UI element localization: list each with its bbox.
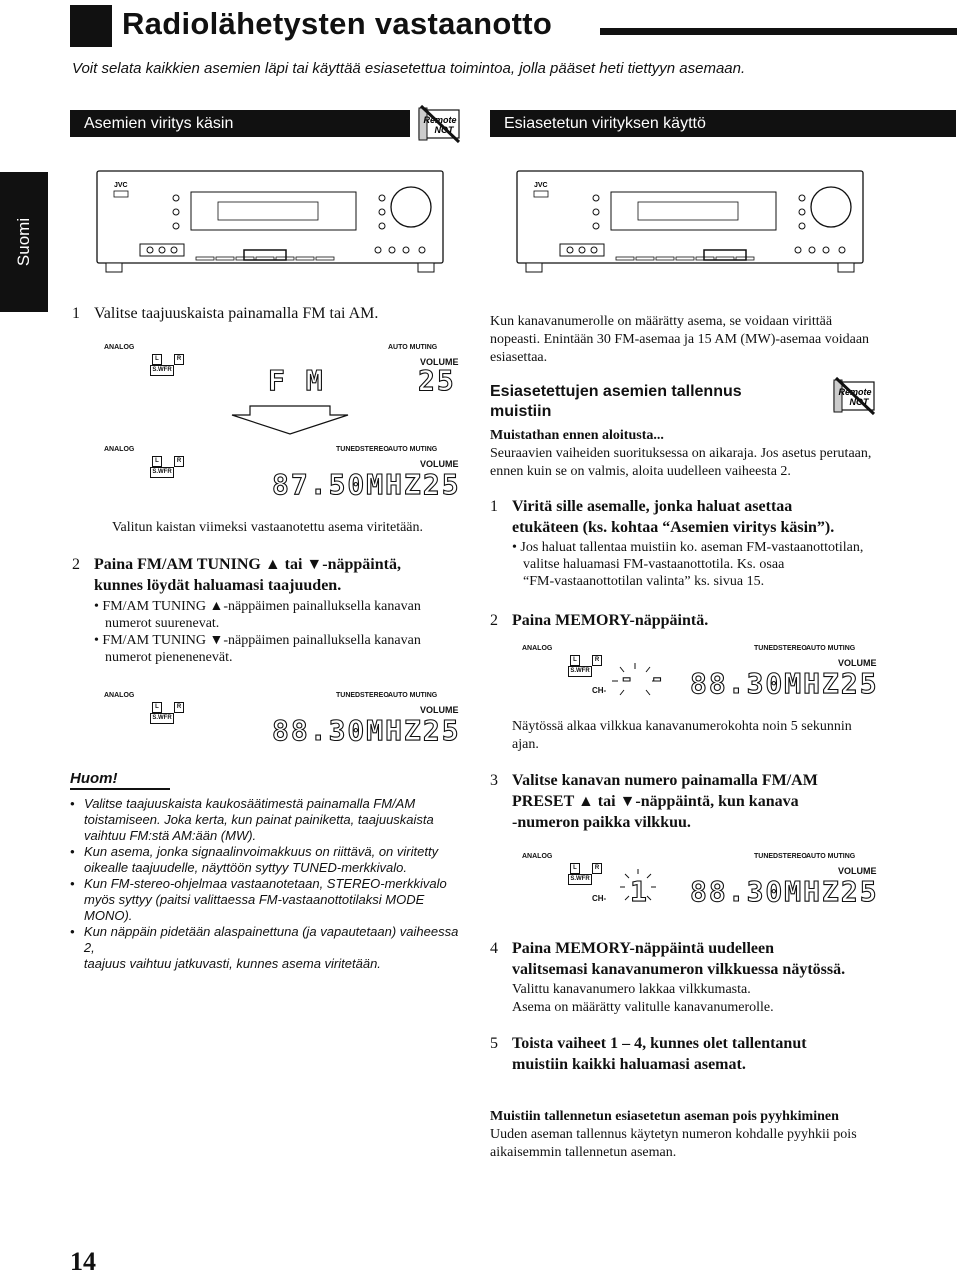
caption-line: Näytössä alkaa vilkkua kanavanumerokohta noin 5 sekunnin — [512, 719, 852, 734]
step-number: 1 — [490, 498, 498, 515]
analog-indicator: ANALOG — [522, 853, 553, 860]
erase-line: aikaisemmin tallennetun aseman. — [490, 1145, 677, 1160]
note-line: vaihtuu FM:stä AM:ään (MW). — [84, 828, 257, 843]
left-step-2-line1: Paina FM/AM TUNING ▲ tai ▼-näppäintä, — [94, 556, 401, 573]
stereo-indicator: STEREO — [360, 446, 389, 453]
right-intro-line: nopeasti. Enintään 30 FM-asemaa ja 15 AM (MW)-asemaa voidaan — [490, 332, 870, 347]
right-step-2-text: Paina MEMORY-näppäintä. — [512, 612, 709, 629]
analog-indicator: ANALOG — [522, 645, 553, 652]
note-item: • Kun FM-stereo-ohjelmaa vastaanotetaan, STEREO-merkkivalo myös syttyy (paitsi valittaessa FM-vastaanottotilaksi MODE MONO). — [70, 876, 447, 923]
receiver-front-panel-left — [96, 170, 444, 278]
left-bullet-down: • FM/AM TUNING ▼-näppäimen painalluksella kanavan numerot pienenenevät. — [94, 633, 421, 665]
receiver-front-panel-right — [516, 170, 864, 278]
channel-readout: 1 — [630, 875, 649, 908]
page-title: Radiolähetysten vastaanotto — [122, 6, 553, 41]
note-line: oikealle taajuudelle, näyttöön syttyy TUNED-merkkivalo. — [84, 860, 407, 875]
language-tab — [0, 172, 48, 312]
tuned-indicator: TUNED — [336, 446, 361, 453]
intro-text: Voit selata kaikkien asemien läpi tai käyttää esiasetettua toimintoa, jolla pääset heti tiettyyn asemaan. — [72, 60, 746, 77]
note-line: MONO). — [84, 908, 133, 923]
right-step-1 — [490, 496, 834, 538]
right-step-4-result — [512, 981, 774, 1017]
display-fm — [104, 340, 462, 402]
section-title-line: Esiasetettujen asemien tallennus — [490, 383, 742, 400]
note-line: myös syttyy (paitsi valittaessa FM-vastaanottotilaksi MODE — [84, 892, 425, 907]
note-item: • Kun asema, jonka signaalinvoimakkuus on riittävä, on viritetty oikealle taajuudelle, näyttöön syttyy TUNED-merkkivalo. — [70, 844, 439, 875]
r-indicator: R — [592, 655, 602, 666]
right-step-5-line1: Toista vaiheet 1 – 4, kunnes olet tallentanut — [512, 1035, 807, 1052]
remote-not-label: NOT — [434, 125, 454, 135]
auto-muting-indicator: AUTO MUTING — [388, 344, 438, 351]
right-step-3 — [490, 770, 818, 833]
swfr-indicator: S.WFR — [568, 874, 592, 885]
step-number: 5 — [490, 1035, 498, 1052]
bullet-down-line1: FM/AM TUNING ▼-näppäimen painalluksella kanavan — [102, 633, 421, 648]
note-line: Kun FM-stereo-ohjelmaa vastaanotetaan, STEREO-merkkivalo — [84, 876, 447, 891]
section-band-preset — [490, 110, 956, 137]
volume-label: VOLUME — [420, 459, 459, 469]
bullet-down-line2: numerot pienenenevät. — [105, 650, 233, 665]
frequency-readout: 87.50MHZ25 — [272, 468, 461, 501]
auto-muting-indicator: AUTO MUTING — [806, 853, 856, 860]
band-label-manual: Asemien viritys käsin — [84, 115, 234, 132]
frequency-readout: 88.30MHZ25 — [690, 667, 879, 700]
left-step-2-line2: kunnes löydät haluamasi taajuuden. — [94, 577, 342, 594]
display-87-50 — [104, 442, 462, 504]
volume-label: VOLUME — [838, 658, 877, 668]
l-indicator: L — [152, 354, 162, 365]
swfr-indicator: S.WFR — [150, 713, 174, 724]
before-you-start — [490, 427, 871, 481]
right-intro — [490, 313, 869, 367]
right-step-3-line2: PRESET ▲ tai ▼-näppäintä, kun kanava — [512, 793, 799, 810]
right-step-4-line1: Paina MEMORY-näppäintä uudelleen — [512, 940, 774, 957]
band-readout: F M — [268, 364, 325, 397]
auto-muting-indicator: AUTO MUTING — [806, 645, 856, 652]
right-step-2 — [490, 610, 708, 631]
title-rule — [600, 28, 957, 35]
volume-label: VOLUME — [420, 357, 459, 367]
before-title: Muistathan ennen aloitusta... — [490, 428, 664, 443]
volume-readout: 25 — [418, 364, 456, 397]
section-band-manual — [70, 110, 410, 137]
swfr-indicator: S.WFR — [150, 365, 174, 376]
remote-label: Remote — [838, 387, 872, 397]
erase-preset-section — [490, 1108, 857, 1162]
tuned-indicator: TUNED — [754, 645, 779, 652]
r-indicator: R — [174, 456, 184, 467]
auto-muting-indicator: AUTO MUTING — [388, 692, 438, 699]
bullet-up-line1: FM/AM TUNING ▲-näppäimen painalluksella kanavan — [102, 599, 421, 614]
note-item: • Kun näppäin pidetään alaspainettuna (ja vapautetaan) vaiheessa 2, taajuus vaihtuu jatkuvasti, kunnes asema viritetään. — [70, 924, 470, 972]
right-step-1-line1: Viritä sille asemalle, jonka haluat asettaa — [512, 498, 793, 515]
erase-line: Uuden aseman tallennus käytetyn numeron kohdalle pyyhkii pois — [490, 1127, 857, 1142]
right-step-3-line1: Valitse kanavan numero painamalla FM/AM — [512, 772, 818, 789]
title-marker — [70, 5, 112, 47]
brand-logo-right: JVC — [534, 182, 548, 189]
remote-not-icon — [832, 376, 876, 416]
remote-not-icon — [417, 104, 461, 144]
note-line: taajuus vaihtuu jatkuvasti, kunnes asema viritetään. — [83, 956, 381, 971]
brand-logo-left: JVC — [114, 182, 128, 189]
bullet-up-line2: numerot suurenevat. — [105, 616, 220, 631]
before-line: Seuraavien vaiheiden suorituksessa on aikaraja. Jos asetus perutaan, — [490, 446, 872, 461]
left-step-1-text: Valitse taajuuskaista painamalla FM tai AM. — [94, 305, 379, 322]
note-item: • Valitse taajuuskaista kaukosäätimestä painamalla FM/AM toistamiseen. Joka kerta, kun painat painiketta, taajuuskaista vaihtuu FM:stä AM:ään (MW). — [70, 796, 434, 843]
right-step-1-line2: etukäteen (ks. kohtaa “Asemien viritys käsin”). — [512, 519, 835, 536]
channel-label: CH- — [592, 686, 607, 695]
r-indicator: R — [174, 354, 184, 365]
stereo-indicator: STEREO — [778, 853, 807, 860]
analog-indicator: ANALOG — [104, 344, 135, 351]
language-label: Suomi — [14, 217, 33, 267]
right-step-5 — [490, 1033, 807, 1075]
l-indicator: L — [152, 702, 162, 713]
caption-last-station: Valitun kaistan viimeksi vastaanotettu asema viritetään. — [112, 520, 424, 535]
swfr-indicator: S.WFR — [568, 666, 592, 677]
volume-label: VOLUME — [420, 705, 459, 715]
right-step-5-line2: muistiin kaikki haluamasi asemat. — [512, 1056, 746, 1073]
display-channel-1 — [522, 849, 880, 911]
stereo-indicator: STEREO — [360, 692, 389, 699]
erase-title: Muistiin tallennetun esiasetetun aseman pois pyyhkiminen — [490, 1109, 839, 1124]
bullet-line: “FM-vastaanottotilan valinta” ks. sivua 15. — [523, 574, 765, 589]
frequency-readout: 88.30MHZ25 — [272, 714, 461, 747]
page-number: 14 — [70, 1247, 96, 1276]
right-step-3-line3: -numeron paikka vilkkuu. — [512, 814, 691, 831]
stereo-indicator: STEREO — [778, 645, 807, 652]
right-intro-line: esiasettaa. — [490, 350, 548, 365]
section-title-preset-memory — [490, 382, 742, 422]
volume-label: VOLUME — [838, 866, 877, 876]
right-step-4-line2: valitsemasi kanavanumeron vilkkuessa näytössä. — [512, 961, 846, 978]
r-indicator: R — [592, 863, 602, 874]
tuned-indicator: TUNED — [336, 692, 361, 699]
l-indicator: L — [570, 655, 580, 666]
result-line: Asema on määrätty valitulle kanavanumerolle. — [512, 1000, 774, 1015]
caption-line: ajan. — [512, 737, 539, 752]
left-step-1 — [72, 303, 378, 324]
bullet-line: valitse haluamasi FM-vastaanottotila. Ks. osaa — [523, 557, 785, 572]
analog-indicator: ANALOG — [104, 692, 135, 699]
l-indicator: L — [152, 456, 162, 467]
bullet-line: Jos haluat tallentaa muistiin ko. aseman FM-vastaanottotilan, — [520, 540, 864, 555]
note-list — [70, 796, 470, 972]
channel-readout: - - — [620, 667, 666, 692]
right-step-1-bullet: • Jos haluat tallentaa muistiin ko. aseman FM-vastaanottotilan, valitse haluamasi FM-vastaanottotila. Ks. osaa “FM-vastaanottotilan valinta” ks. sivua 15. — [512, 540, 864, 589]
auto-muting-indicator: AUTO MUTING — [388, 446, 438, 453]
display-memory-blink — [522, 641, 880, 703]
channel-label: CH- — [592, 894, 607, 903]
frequency-readout: 88.30MHZ25 — [690, 875, 879, 908]
r-indicator: R — [174, 702, 184, 713]
band-label-preset: Esiasetetun virityksen käyttö — [504, 115, 706, 132]
remote-not-label: NOT — [849, 397, 869, 407]
before-line: ennen kuin se on valmis, aloita uudelleen vaiheesta 2. — [490, 464, 791, 479]
right-step-4 — [490, 938, 845, 980]
l-indicator: L — [570, 863, 580, 874]
down-arrow-icon — [230, 405, 350, 435]
left-step-2 — [72, 554, 401, 596]
left-bullet-up: • FM/AM TUNING ▲-näppäimen painalluksella kanavan numerot suurenevat. — [94, 599, 421, 631]
note-line: Kun asema, jonka signaalinvoimakkuus on riittävä, on viritetty — [84, 844, 439, 859]
note-line: Valitse taajuuskaista kaukosäätimestä painamalla FM/AM — [84, 796, 416, 811]
tuned-indicator: TUNED — [754, 853, 779, 860]
remote-label: Remote — [423, 115, 457, 125]
display-88-30 — [104, 688, 462, 750]
note-heading-rule — [70, 788, 170, 790]
step-number: 2 — [72, 556, 80, 573]
note-line: Kun näppäin pidetään alaspainettuna (ja vapautetaan) vaiheessa 2, — [83, 924, 459, 955]
note-line: toistamiseen. Joka kerta, kun painat painiketta, taajuuskaista — [84, 812, 434, 827]
step-number: 2 — [490, 612, 498, 629]
caption-blink — [512, 718, 852, 754]
swfr-indicator: S.WFR — [150, 467, 174, 478]
step-number: 4 — [490, 940, 498, 957]
analog-indicator: ANALOG — [104, 446, 135, 453]
step-number: 3 — [490, 772, 498, 789]
step-number: 1 — [72, 305, 80, 322]
right-intro-line: Kun kanavanumerolle on määrätty asema, se voidaan virittää — [490, 314, 833, 329]
note-heading: Huom! — [70, 770, 118, 787]
result-line: Valittu kanavanumero lakkaa vilkkumasta. — [512, 982, 751, 997]
section-title-line: muistiin — [490, 403, 552, 420]
